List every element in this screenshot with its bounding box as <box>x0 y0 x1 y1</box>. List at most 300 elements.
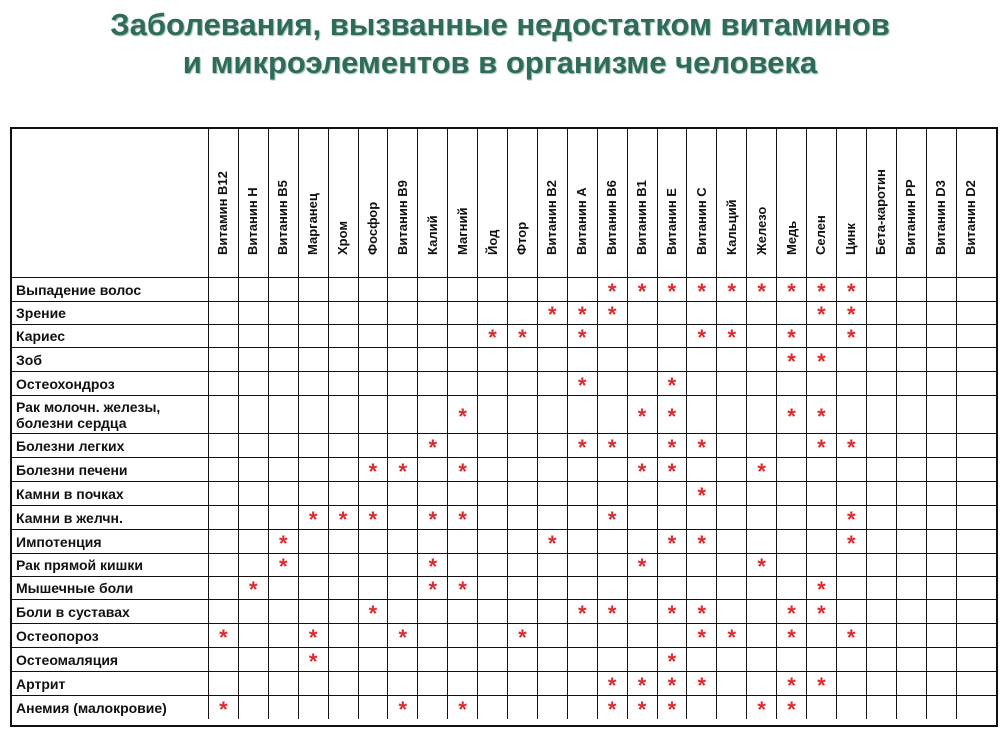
table-cell <box>746 600 776 623</box>
deficiency-mark: * <box>806 278 836 301</box>
table-cell <box>328 577 358 599</box>
column-header <box>537 129 567 277</box>
table-cell <box>328 530 358 553</box>
table-cell <box>298 325 328 347</box>
table-cell <box>358 325 388 347</box>
table-cell <box>776 458 806 481</box>
column-header <box>686 129 716 277</box>
table-cell <box>896 434 926 457</box>
table-cell <box>417 696 447 719</box>
table-row <box>12 433 996 460</box>
table-cell <box>896 278 926 301</box>
table-cell <box>806 624 836 647</box>
table-cell <box>686 577 716 599</box>
deficiency-mark: * <box>597 506 627 529</box>
deficiency-mark: * <box>836 434 866 457</box>
row-label: Артрит <box>16 675 66 692</box>
table-cell <box>298 577 328 599</box>
table-cell <box>597 624 627 647</box>
table-row <box>12 347 996 374</box>
column-header <box>447 129 477 277</box>
table-cell <box>686 696 716 719</box>
table-cell <box>507 577 537 599</box>
deficiency-mark: * <box>716 624 746 647</box>
table-cell <box>627 348 657 371</box>
table-cell <box>866 624 896 647</box>
column-header-label: Витанин В2 <box>544 180 560 255</box>
table-cell <box>238 554 268 576</box>
table-cell <box>716 482 746 505</box>
table-cell <box>657 577 687 599</box>
deficiency-mark: * <box>776 672 806 695</box>
table-cell <box>716 396 746 433</box>
table-cell <box>477 458 507 481</box>
table-cell <box>268 458 298 481</box>
table-cell <box>238 672 268 695</box>
table-cell <box>956 696 986 719</box>
table-cell <box>597 325 627 347</box>
table-cell <box>328 648 358 671</box>
table-cell <box>567 506 597 529</box>
table-cell <box>716 434 746 457</box>
table-cell <box>537 600 567 623</box>
table-cell <box>567 696 597 719</box>
table-cell <box>507 530 537 553</box>
table-cell <box>477 348 507 371</box>
row-label: Болезни печени <box>16 461 128 478</box>
deficiency-mark: * <box>716 278 746 301</box>
table-cell <box>716 577 746 599</box>
table-cell <box>358 554 388 576</box>
deficiency-mark: * <box>597 672 627 695</box>
table-cell <box>776 434 806 457</box>
row-label: Остеохондроз <box>16 375 115 392</box>
table-cell <box>956 372 986 395</box>
table-cell <box>657 482 687 505</box>
table-cell <box>387 278 417 301</box>
table-cell <box>298 482 328 505</box>
table-cell <box>298 554 328 576</box>
table-cell <box>447 348 477 371</box>
table-cell <box>358 396 388 433</box>
table-cell <box>328 434 358 457</box>
table-row <box>12 481 996 508</box>
table-cell <box>537 434 567 457</box>
table-cell <box>298 372 328 395</box>
table-cell <box>537 672 567 695</box>
column-header-label: Витанин В6 <box>604 180 620 255</box>
table-cell <box>447 372 477 395</box>
deficiency-mark: * <box>776 348 806 371</box>
table-cell <box>746 648 776 671</box>
deficiency-mark: * <box>776 325 806 347</box>
deficiency-mark: * <box>417 434 447 457</box>
table-cell <box>627 434 657 457</box>
column-header-label: Витанин С <box>693 187 709 255</box>
deficiency-mark: * <box>657 396 687 433</box>
table-cell <box>776 530 806 553</box>
table-cell <box>387 648 417 671</box>
table-cell <box>597 554 627 576</box>
table-cell <box>806 325 836 347</box>
table-cell <box>806 458 836 481</box>
column-header-label: Магний <box>454 207 470 255</box>
table-row <box>12 324 996 350</box>
table-cell <box>507 506 537 529</box>
deficiency-mark: * <box>657 372 687 395</box>
table-cell <box>567 577 597 599</box>
table-cell <box>268 672 298 695</box>
table-cell <box>926 372 956 395</box>
deficiency-mark: * <box>567 600 597 623</box>
table-cell <box>866 554 896 576</box>
column-header <box>387 129 417 277</box>
deficiency-mark: * <box>686 278 716 301</box>
table-cell <box>866 672 896 695</box>
table-cell <box>627 648 657 671</box>
deficiency-mark: * <box>776 696 806 719</box>
deficiency-mark: * <box>507 325 537 347</box>
table-cell <box>926 348 956 371</box>
table-cell <box>387 302 417 324</box>
table-cell <box>866 348 896 371</box>
table-cell <box>866 530 896 553</box>
table-cell <box>507 434 537 457</box>
row-label: Камни в желчн. <box>16 509 123 526</box>
deficiency-mark: * <box>806 672 836 695</box>
table-cell <box>298 696 328 719</box>
deficiency-mark: * <box>657 530 687 553</box>
table-cell <box>836 672 866 695</box>
table-cell <box>866 577 896 599</box>
table-cell <box>507 648 537 671</box>
table-cell <box>477 302 507 324</box>
table-cell <box>417 325 447 347</box>
table-cell <box>387 530 417 553</box>
deficiency-mark: * <box>447 577 477 599</box>
deficiency-mark: * <box>806 396 836 433</box>
table-cell <box>926 672 956 695</box>
deficiency-mark: * <box>298 506 328 529</box>
table-cell <box>477 648 507 671</box>
column-header <box>776 129 806 277</box>
table-cell <box>746 434 776 457</box>
column-header <box>328 129 358 277</box>
table-cell <box>567 482 597 505</box>
deficiency-mark: * <box>268 530 298 553</box>
deficiency-mark: * <box>657 672 687 695</box>
column-header-label: Кальций <box>723 199 739 255</box>
deficiency-mark: * <box>716 325 746 347</box>
table-cell <box>447 482 477 505</box>
column-header <box>926 129 956 277</box>
table-cell <box>926 624 956 647</box>
table-row <box>12 553 996 579</box>
table-row <box>12 505 996 532</box>
table-cell <box>477 554 507 576</box>
table-cell <box>896 530 926 553</box>
deficiency-mark: * <box>358 600 388 623</box>
table-cell <box>208 396 238 433</box>
table-cell <box>926 600 956 623</box>
deficiency-mark: * <box>268 554 298 576</box>
deficiency-mark: * <box>686 624 716 647</box>
table-cell <box>537 482 567 505</box>
table-cell <box>328 278 358 301</box>
table-cell <box>716 554 746 576</box>
deficiency-mark: * <box>776 624 806 647</box>
table-cell <box>926 302 956 324</box>
deficiency-mark: * <box>836 278 866 301</box>
table-cell <box>836 554 866 576</box>
column-header <box>746 129 776 277</box>
table-cell <box>716 600 746 623</box>
deficiency-mark: * <box>627 554 657 576</box>
table-cell <box>627 372 657 395</box>
table-cell <box>328 325 358 347</box>
table-cell <box>268 600 298 623</box>
table-cell <box>836 648 866 671</box>
table-cell <box>956 577 986 599</box>
deficiency-mark: * <box>627 396 657 433</box>
table-cell <box>896 302 926 324</box>
column-header <box>956 129 986 277</box>
table-cell <box>746 530 776 553</box>
table-cell <box>926 325 956 347</box>
table-cell <box>746 396 776 433</box>
column-header-label: Бета-каротин <box>873 169 889 255</box>
table-cell <box>447 624 477 647</box>
table-cell <box>956 648 986 671</box>
table-cell <box>537 396 567 433</box>
table-cell <box>537 372 567 395</box>
table-cell <box>657 325 687 347</box>
deficiency-mark: * <box>657 458 687 481</box>
table-cell <box>776 648 806 671</box>
table-cell <box>477 506 507 529</box>
table-cell <box>477 434 507 457</box>
table-cell <box>836 372 866 395</box>
table-cell <box>956 434 986 457</box>
table-cell <box>896 600 926 623</box>
table-cell <box>328 672 358 695</box>
deficiency-mark: * <box>627 696 657 719</box>
table-cell <box>417 372 447 395</box>
table-cell <box>537 648 567 671</box>
table-cell <box>956 672 986 695</box>
table-cell <box>597 458 627 481</box>
deficiency-mark: * <box>806 434 836 457</box>
deficiency-mark: * <box>836 506 866 529</box>
deficiency-mark: * <box>836 624 866 647</box>
table-cell <box>298 278 328 301</box>
table-cell <box>806 530 836 553</box>
table-cell <box>956 530 986 553</box>
table-cell <box>537 278 567 301</box>
row-label: Остеомаляция <box>16 651 119 668</box>
table-cell <box>238 372 268 395</box>
table-cell <box>268 372 298 395</box>
table-cell <box>746 506 776 529</box>
table-cell <box>417 302 447 324</box>
table-cell <box>537 696 567 719</box>
table-row <box>12 671 996 698</box>
table-cell <box>956 554 986 576</box>
deficiency-mark: * <box>417 577 447 599</box>
table-cell <box>776 506 806 529</box>
deficiency-mark: * <box>657 696 687 719</box>
column-header <box>417 129 447 277</box>
table-cell <box>387 434 417 457</box>
table-cell <box>776 302 806 324</box>
table-cell <box>208 302 238 324</box>
table-row <box>12 623 996 650</box>
deficiency-mark: * <box>447 506 477 529</box>
table-cell <box>597 372 627 395</box>
column-header <box>716 129 746 277</box>
table-cell <box>716 458 746 481</box>
table-cell <box>686 554 716 576</box>
table-cell <box>387 554 417 576</box>
table-cell <box>627 302 657 324</box>
table-cell <box>836 600 866 623</box>
table-cell <box>387 396 417 433</box>
table-cell <box>238 302 268 324</box>
table-cell <box>806 696 836 719</box>
table-cell <box>896 554 926 576</box>
column-header <box>627 129 657 277</box>
table-cell <box>567 458 597 481</box>
table-cell <box>268 396 298 433</box>
table-cell <box>417 396 447 433</box>
deficiency-mark: * <box>776 600 806 623</box>
row-label: Зоб <box>16 351 42 368</box>
table-cell <box>746 577 776 599</box>
table-cell <box>447 434 477 457</box>
table-cell <box>686 348 716 371</box>
table-cell <box>507 302 537 324</box>
table-cell <box>208 458 238 481</box>
table-cell <box>328 302 358 324</box>
table-cell <box>567 554 597 576</box>
table-cell <box>627 506 657 529</box>
table-cell <box>298 672 328 695</box>
table-cell <box>597 348 627 371</box>
row-label: Зрение <box>16 305 66 321</box>
deficiency-mark: * <box>746 278 776 301</box>
table-cell <box>208 506 238 529</box>
table-cell <box>477 624 507 647</box>
table-cell <box>926 458 956 481</box>
column-header <box>657 129 687 277</box>
table-cell <box>567 396 597 433</box>
table-cell <box>716 672 746 695</box>
deficiency-mark: * <box>387 696 417 719</box>
table-cell <box>657 554 687 576</box>
deficiency-mark: * <box>597 302 627 324</box>
table-cell <box>627 530 657 553</box>
table-cell <box>298 302 328 324</box>
table-cell <box>537 577 567 599</box>
deficiency-mark: * <box>567 372 597 395</box>
deficiency-mark: * <box>657 278 687 301</box>
deficiency-mark: * <box>836 302 866 324</box>
deficiency-mark: * <box>806 600 836 623</box>
column-header <box>268 129 298 277</box>
table-cell <box>208 648 238 671</box>
deficiency-mark: * <box>208 624 238 647</box>
deficiency-mark: * <box>387 458 417 481</box>
table-cell <box>417 458 447 481</box>
table-cell <box>716 696 746 719</box>
table-cell <box>686 506 716 529</box>
deficiency-mark: * <box>627 458 657 481</box>
table-cell <box>477 482 507 505</box>
deficiency-mark: * <box>776 396 806 433</box>
table-cell <box>238 278 268 301</box>
table-cell <box>716 372 746 395</box>
table-cell <box>866 302 896 324</box>
table-cell <box>208 482 238 505</box>
column-header <box>477 129 507 277</box>
table-cell <box>238 530 268 553</box>
table-cell <box>328 458 358 481</box>
table-cell <box>806 648 836 671</box>
table-cell <box>387 672 417 695</box>
column-header-label: Витанин Н <box>245 187 261 255</box>
page-title <box>0 6 1000 82</box>
deficiency-mark: * <box>627 278 657 301</box>
deficiency-mark: * <box>567 302 597 324</box>
table-cell <box>268 506 298 529</box>
table-cell <box>657 624 687 647</box>
deficiency-mark: * <box>686 434 716 457</box>
deficiency-table <box>10 127 998 727</box>
column-header-label: Витанин В9 <box>394 180 410 255</box>
table-cell <box>866 696 896 719</box>
table-cell <box>926 577 956 599</box>
table-cell <box>776 372 806 395</box>
deficiency-mark: * <box>208 696 238 719</box>
table-cell <box>836 458 866 481</box>
table-cell <box>567 624 597 647</box>
deficiency-mark: * <box>328 506 358 529</box>
table-cell <box>358 278 388 301</box>
table-cell <box>597 577 627 599</box>
table-cell <box>866 648 896 671</box>
table-cell <box>926 434 956 457</box>
table-cell <box>746 348 776 371</box>
table-cell <box>836 482 866 505</box>
row-label: Мышечные боли <box>16 580 134 596</box>
table-row <box>12 647 996 674</box>
table-cell <box>238 325 268 347</box>
table-cell <box>597 648 627 671</box>
table-cell <box>328 396 358 433</box>
table-cell <box>358 482 388 505</box>
table-cell <box>417 672 447 695</box>
table-cell <box>208 577 238 599</box>
table-cell <box>238 458 268 481</box>
column-header-label: Витанин D2 <box>962 180 978 255</box>
column-header <box>507 129 537 277</box>
table-cell <box>507 458 537 481</box>
table-cell <box>836 696 866 719</box>
table-cell <box>268 577 298 599</box>
deficiency-mark: * <box>298 648 328 671</box>
table-cell <box>208 600 238 623</box>
title-line-2: и микроэлементов в организме человека <box>182 45 818 80</box>
